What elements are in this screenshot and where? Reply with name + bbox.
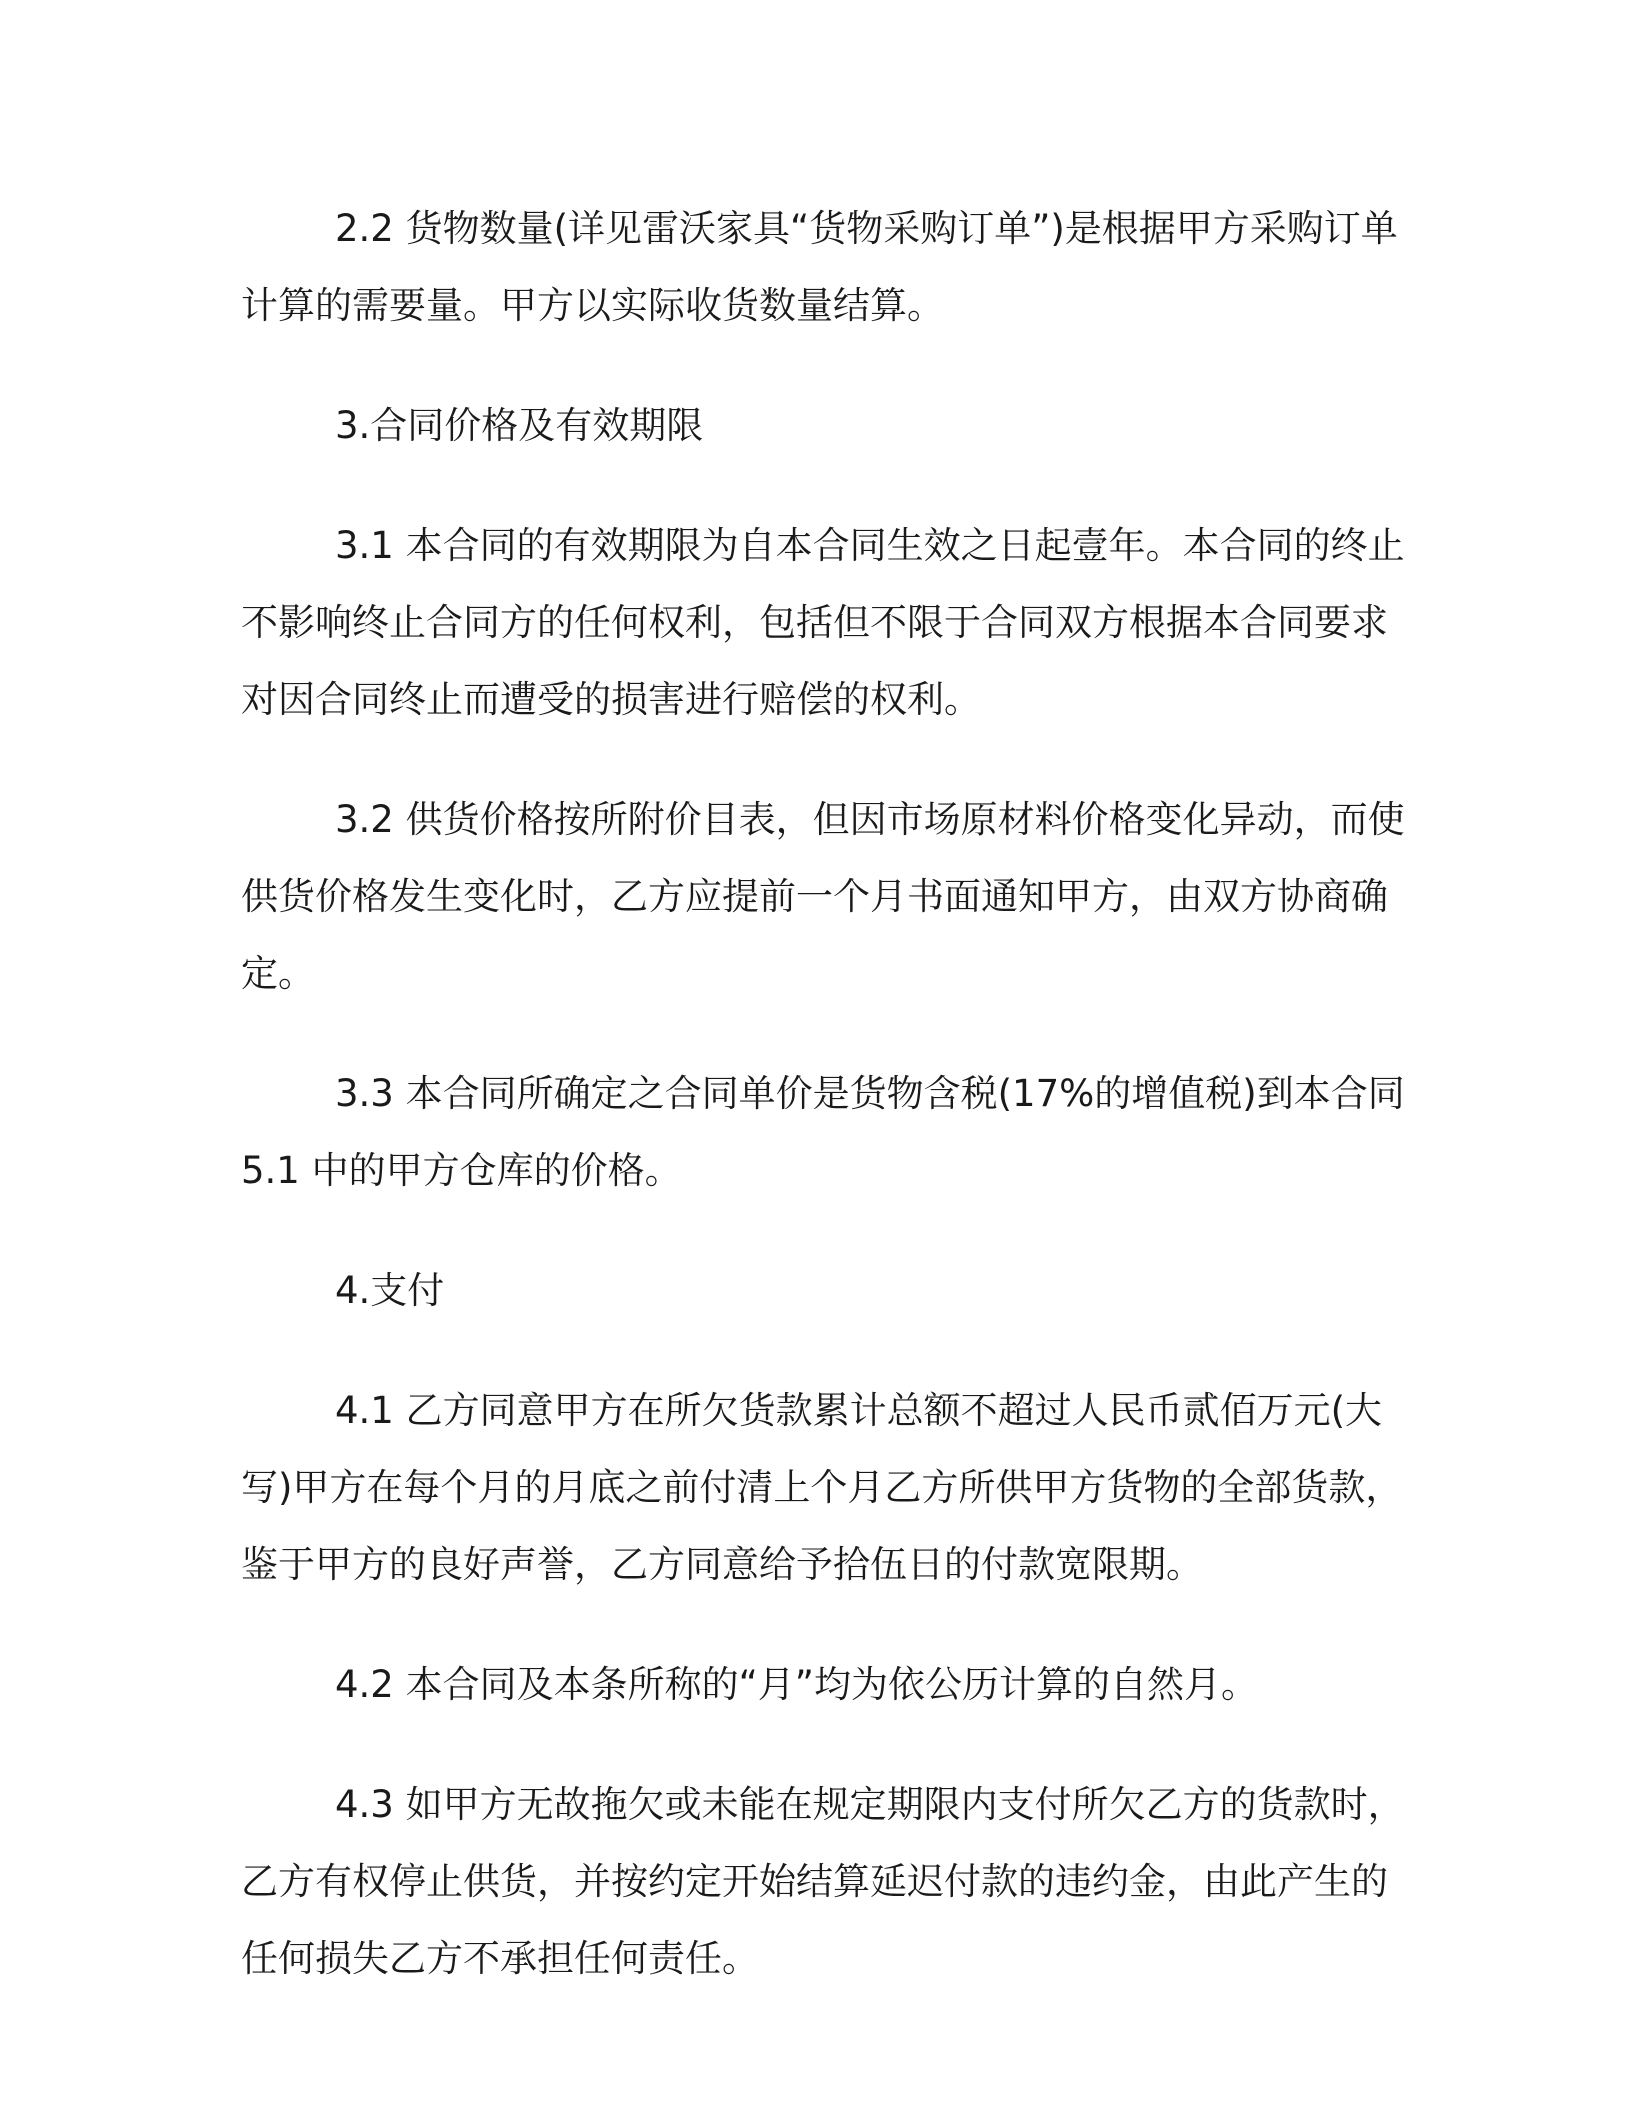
section-heading-3: 3.合同价格及有效期限 xyxy=(335,404,704,447)
clause-2-2: 2.2 货物数量(详见雷沃家具“货物采购订单”)是根据甲方采购订单计算的需要量。甲方以实际收货数量结算。 xyxy=(241,207,1398,327)
document-body xyxy=(241,190,1406,2040)
section-heading-4: 4.支付 xyxy=(335,1269,445,1312)
clause-3-2: 3.2 供货价格按所附价目表，但因市场原材料价格变化异动，而使供货价格发生变化时，乙方应提前一个月书面通知甲方，由双方协商确定。 xyxy=(241,798,1405,995)
clause-4-1: 4.1 乙方同意甲方在所欠货款累计总额不超过人民币贰佰万元(大写)甲方在每个月的月底之前付清上个月乙方所供甲方货物的全部货款，鉴于甲方的良好声誉，乙方同意给予拾伍日的付款宽限期。 xyxy=(241,1389,1403,1586)
clause-3-1: 3.1 本合同的有效期限为自本合同生效之日起壹年。本合同的终止不影响终止合同方的任何权利，包括但不限于合同双方根据本合同要求对因合同终止而遭受的损害进行赔偿的权利。 xyxy=(241,524,1405,721)
clause-3-3: 3.3 本合同所确定之合同单价是货物含税(17%的增值税)到本合同 5.1 中的甲方仓库的价格。 xyxy=(241,1072,1405,1192)
clause-4-3: 4.3 如甲方无故拖欠或未能在规定期限内支付所欠乙方的货款时，乙方有权停止供货，并按约定开始结算延迟付款的违约金，由此产生的任何损失乙方不承担任何责任。 xyxy=(241,1783,1405,1980)
clause-4-2: 4.2 本合同及本条所称的“月”均为依公历计算的自然月。 xyxy=(335,1663,1258,1706)
